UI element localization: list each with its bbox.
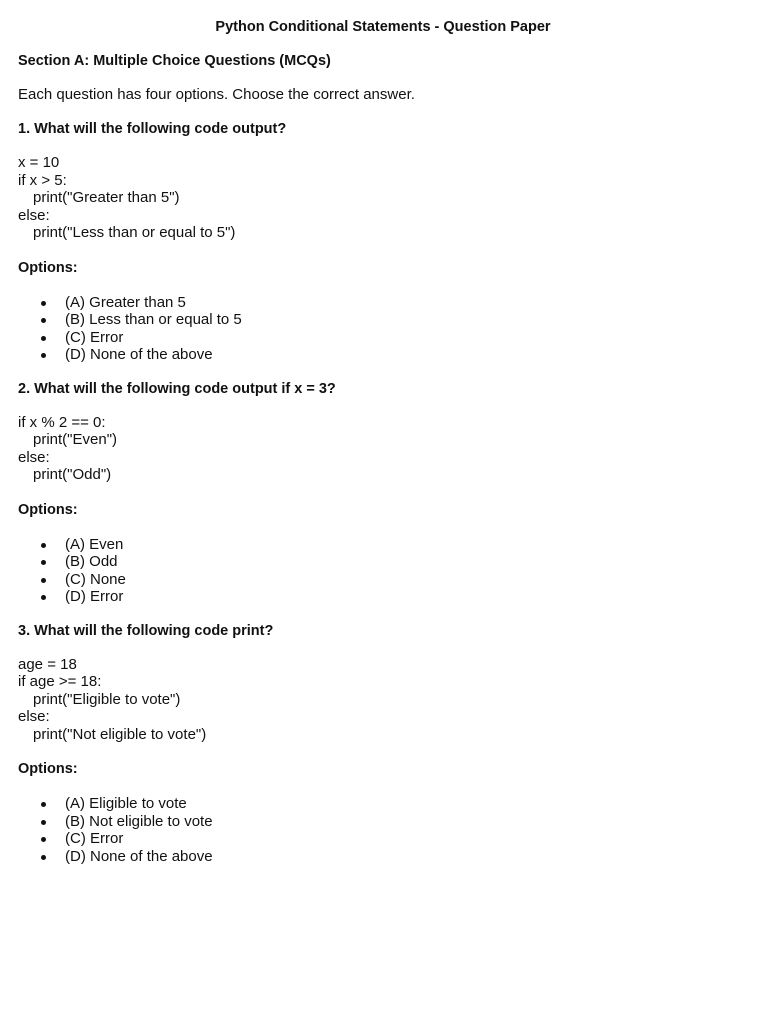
code-snippet <box>18 154 748 242</box>
code-line: if x % 2 == 0: <box>18 413 106 431</box>
code-line: else: <box>18 206 50 224</box>
option-text: (B) Not eligible to vote <box>65 812 213 830</box>
section-title: Section A: Multiple Choice Questions (MCQs) <box>18 53 331 69</box>
option-item <box>18 346 748 364</box>
options-list <box>18 294 748 364</box>
page-title: Python Conditional Statements - Question Paper <box>215 19 551 35</box>
option-text: (B) Odd <box>65 553 118 570</box>
option-text: (A) Greater than 5 <box>65 293 186 311</box>
option-item <box>18 813 748 831</box>
option-text: (A) Even <box>65 535 124 553</box>
bullet-icon <box>41 855 46 860</box>
option-text: (A) Eligible to vote <box>65 795 187 812</box>
bullet-icon <box>41 560 46 565</box>
bullet-icon <box>41 595 46 600</box>
code-line: print("Not eligible to vote") <box>33 725 207 743</box>
option-text: (C) Error <box>65 830 124 847</box>
option-item <box>18 588 748 606</box>
option-text: (D) None of the above <box>65 847 213 865</box>
code-line: x = 10 <box>18 154 60 171</box>
code-line: print("Less than or equal to 5") <box>33 224 236 241</box>
code-line: if x > 5: <box>18 171 67 189</box>
code-line: print("Eligible to vote") <box>33 690 181 708</box>
code-line: age = 18 <box>18 655 77 673</box>
question-heading: 2. What will the following code output if x = 3? <box>18 380 336 397</box>
question-paper <box>18 14 748 865</box>
question-block <box>18 380 748 606</box>
bullet-icon <box>41 578 46 583</box>
bullet-icon <box>41 543 46 548</box>
options-label: Options: <box>18 501 78 518</box>
question-heading: 3. What will the following code print? <box>18 622 274 639</box>
option-item <box>18 536 748 554</box>
option-text: (D) None of the above <box>65 346 213 363</box>
option-item <box>18 294 748 312</box>
code-line: else: <box>18 448 50 466</box>
code-line: print("Even") <box>33 431 118 448</box>
option-text: (D) Error <box>65 588 124 605</box>
option-item <box>18 830 748 848</box>
option-item <box>18 571 748 589</box>
bullet-icon <box>41 837 46 842</box>
code-line: else: <box>18 708 50 725</box>
code-line: print("Odd") <box>33 466 112 483</box>
bullet-icon <box>41 301 46 306</box>
question-block <box>18 120 748 364</box>
question-heading: 1. What will the following code output? <box>18 121 287 137</box>
code-snippet <box>18 656 748 744</box>
option-item <box>18 311 748 329</box>
bullet-icon <box>41 353 46 358</box>
bullet-icon <box>41 318 46 323</box>
option-text: (C) None <box>65 570 126 588</box>
option-item <box>18 553 748 571</box>
option-text: (B) Less than or equal to 5 <box>65 311 242 328</box>
question-block <box>18 622 748 866</box>
code-line: print("Greater than 5") <box>33 189 180 206</box>
code-line: if age >= 18: <box>18 673 102 690</box>
options-label: Options: <box>18 761 78 777</box>
option-item <box>18 329 748 347</box>
option-item <box>18 795 748 813</box>
options-list <box>18 536 748 606</box>
options-label: Options: <box>18 259 78 276</box>
question-list <box>18 120 748 865</box>
bullet-icon <box>41 802 46 807</box>
instructions-text: Each question has four options. Choose the correct answer. <box>18 86 415 103</box>
option-item <box>18 848 748 866</box>
bullet-icon <box>41 336 46 341</box>
code-snippet <box>18 414 748 484</box>
option-text: (C) Error <box>65 328 124 346</box>
bullet-icon <box>41 820 46 825</box>
options-list <box>18 795 748 865</box>
